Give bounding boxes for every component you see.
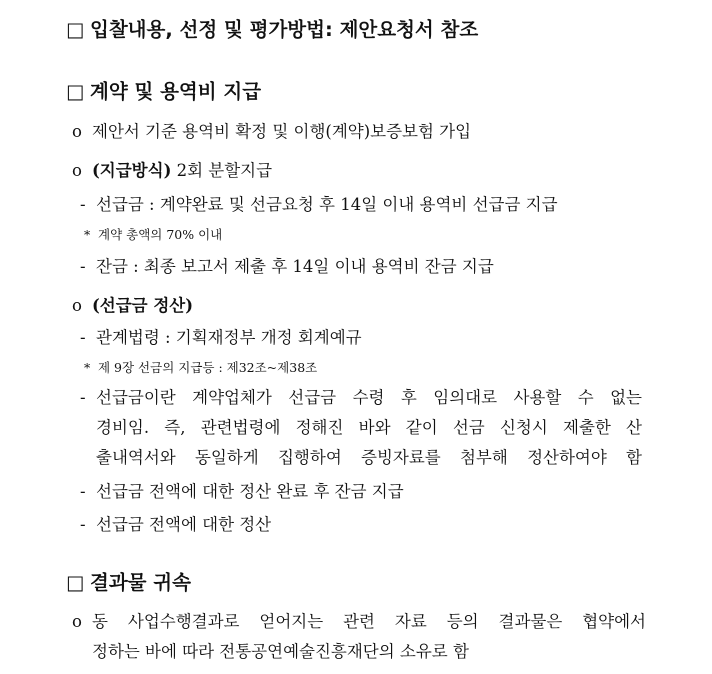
section-title: 입찰내용, 선정 및 평가방법: 제안요청서 참조: [90, 18, 479, 41]
dash-related-law: [80, 324, 362, 348]
checkbox-square-icon: □: [66, 80, 85, 103]
bullet-ownership-line2: [92, 638, 469, 662]
bullet-marker: o: [72, 612, 82, 631]
dash-text: 선급금 : 계약완료 및 선금요청 후 14일 이내 용역비 선급금 지급: [96, 195, 558, 214]
dash-marker: -: [80, 328, 86, 347]
dash-text: 관계법령 : 기획재정부 개정 회계예규: [96, 328, 362, 347]
note-law-articles: [84, 358, 317, 376]
dash-advance-payment: [80, 191, 558, 215]
note-text: 계약 총액의 70% 이내: [98, 227, 223, 242]
bullet-label: (지급방식): [92, 161, 172, 180]
continuation-text: 출내역서와 동일하게 집행하여 증빙자료를 첨부해 정산하여야 함: [96, 448, 642, 467]
note-marker: *: [84, 360, 91, 375]
checkbox-square-icon: □: [66, 571, 85, 594]
dash-marker: -: [80, 388, 86, 407]
bullet-text: 제안서 기준 용역비 확정 및 이행(계약)보증보험 가입: [92, 122, 472, 141]
section-heading-bidding: [66, 14, 478, 42]
section-title: 계약 및 용역비 지급: [90, 80, 262, 103]
dash-marker: -: [80, 515, 86, 534]
dash-marker: -: [80, 482, 86, 501]
note-marker: *: [84, 227, 91, 242]
bullet-payment-method: [72, 157, 272, 181]
section-heading-ownership: [66, 567, 191, 595]
bullet-marker: o: [72, 161, 82, 180]
note-advance-limit: [84, 225, 222, 243]
continuation-text: 정하는 바에 따라 전통공연예술진흥재단의 소유로 함: [92, 642, 469, 661]
bullet-text: 2회 분할지급: [171, 161, 273, 180]
section-heading-contract: [66, 76, 261, 104]
dash-settle-full: [80, 511, 271, 535]
bullet-marker: o: [72, 122, 82, 141]
bullet-ownership-line1: [72, 608, 646, 632]
bullet-marker: o: [72, 296, 82, 315]
bullet-contract-basis: [72, 118, 471, 142]
bullet-label: (선급금 정산): [92, 296, 194, 315]
continuation-text: 경비임. 즉, 관련법령에 정해진 바와 같이 선금 신청시 제출한 산: [96, 418, 642, 437]
section-title: 결과물 귀속: [90, 571, 191, 594]
dash-marker: -: [80, 257, 86, 276]
dash-balance-payment: [80, 253, 494, 277]
checkbox-square-icon: □: [66, 18, 85, 41]
dash-advance-definition-line3: [96, 444, 642, 468]
dash-marker: -: [80, 195, 86, 214]
dash-settle-then-balance: [80, 478, 404, 502]
note-text: 제 9장 선금의 지급등 : 제32조~제38조: [98, 360, 318, 375]
bullet-advance-settlement: [72, 292, 193, 316]
dash-text: 선급금이란 계약업체가 선급금 수령 후 임의대로 사용할 수 없는: [96, 388, 642, 407]
dash-advance-definition-line1: [80, 384, 642, 408]
dash-text: 선급금 전액에 대한 정산 완료 후 잔금 지급: [96, 482, 404, 501]
dash-text: 선급금 전액에 대한 정산: [96, 515, 272, 534]
bullet-text: 동 사업수행결과로 얻어지는 관련 자료 등의 결과물은 협약에서: [92, 612, 646, 631]
dash-text: 잔금 : 최종 보고서 제출 후 14일 이내 용역비 잔금 지급: [96, 257, 494, 276]
dash-advance-definition-line2: [96, 414, 642, 438]
